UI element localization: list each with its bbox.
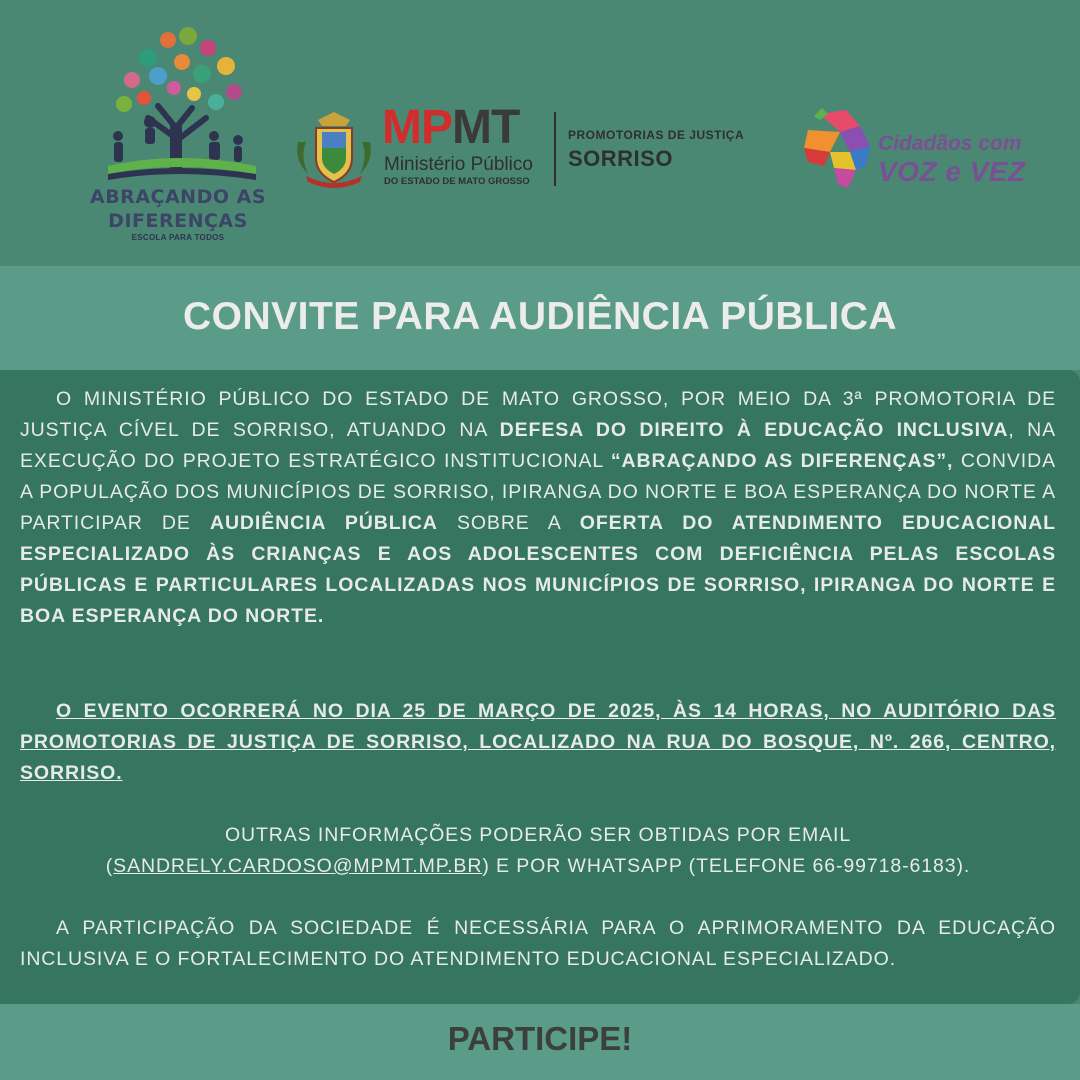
contact-line1: OUTRAS INFORMAÇÕES PODERÃO SER OBTIDAS POR EMAIL (224, 824, 852, 846)
p1-f: AUDIÊNCIA PÚBLICA (209, 512, 438, 534)
p1-g: SOBRE A (437, 512, 580, 534)
title-band (0, 266, 1080, 370)
paragraph-intro (20, 384, 1056, 632)
page-title: CONVITE PARA AUDIÊNCIA PÚBLICA (182, 295, 898, 338)
mt-text: MT (452, 101, 520, 154)
mpmt-logo (292, 101, 772, 192)
abracando-logo (88, 18, 268, 246)
p1-a: O MINISTÉRIO PÚBLICO DO ESTADO DE MATO GROSSO, POR MEIO DA 3ª PROMOTORIA DE JUSTIÇA CÍVEL DE SORRISO, ATUANDO NA (20, 388, 1056, 441)
ministerio-text: Ministério Público (384, 154, 533, 175)
cidadaos-logo (800, 108, 1040, 192)
colorful-head-icon (800, 108, 876, 192)
header-logos (0, 0, 1080, 266)
logo-divider (554, 112, 556, 186)
participe-text: PARTICIPE! (447, 1020, 633, 1057)
promotorias-text: PROMOTORIAS DE JUSTIÇA (568, 128, 745, 142)
cidadaos-line2: VOZ e VEZ (878, 156, 1026, 187)
sorriso-text: SORRISO (568, 146, 673, 171)
p1-c: , NA EXECUÇÃO DO PROJETO ESTRATÉGICO INSTITUCIONAL (20, 419, 1056, 472)
mp-text: MP (382, 101, 452, 154)
contact-rest: ) E POR WHATSAPP (TELEFONE 66-99718-6183). (482, 855, 971, 877)
paragraph-event (20, 696, 1056, 789)
abracando-line2: DIFERENÇAS (108, 210, 248, 232)
event-details: O EVENTO OCORRERÁ NO DIA 25 DE MARÇO DE 2025, ÀS 14 HORAS, NO AUDITÓRIO DAS PROMOTORIAS DE JUSTIÇA DE SORRISO, LOCALIZADO NA RUA DO BOSQUE, Nº. 266, CENTRO, SORRISO. (20, 700, 1056, 784)
closing-text: A PARTICIPAÇÃO DA SOCIEDADE É NECESSÁRIA PARA O APRIMORAMENTO DA EDUCAÇÃO INCLUSIVA E O FORTALECIMENTO DO ATENDIMENTO EDUCACIONAL ESPECIALIZADO. (20, 917, 1056, 970)
p1-h: OFERTA DO ATENDIMENTO EDUCACIONAL ESPECIALIZADO ÀS CRIANÇAS E AOS ADOLESCENTES COM DEFICIÊNCIA PELAS ESCOLAS PÚBLICAS E PARTICULARES LOCALIZADAS NOS MUNICÍPIOS DE SORRISO, IPIRANGA DO NORTE E BOA ESPERANÇA DO NORTE. (20, 512, 1056, 627)
email-link[interactable]: SANDRELY.CARDOSO@MPMT.MP.BR (113, 855, 483, 877)
footer-band (0, 1004, 1080, 1080)
paragraph-closing (20, 913, 1056, 975)
cidadaos-line1: Cidadãos com (878, 132, 1022, 155)
estado-text: DO ESTADO DE MATO GROSSO (384, 176, 530, 187)
abracando-line3: ESCOLA PARA TODOS (131, 233, 225, 242)
abracando-line1: ABRAÇANDO AS (90, 186, 266, 208)
invitation-body (0, 370, 1080, 1004)
p1-b: DEFESA DO DIREITO À EDUCAÇÃO INCLUSIVA (499, 419, 1009, 441)
coat-of-arms-icon (292, 108, 376, 192)
contact-open: ( (105, 855, 114, 877)
mpmt-wordmark (382, 101, 520, 154)
p1-e: CONVIDA A POPULAÇÃO DOS MUNICÍPIOS DE SORRISO, IPIRANGA DO NORTE E BOA ESPERANÇA DO NORTE A PARTICIPAR DE (20, 450, 1057, 534)
paragraph-contact (20, 820, 1056, 882)
tree-icon (88, 18, 268, 186)
p1-d: “ABRAÇANDO AS DIFERENÇAS”, (610, 450, 954, 472)
